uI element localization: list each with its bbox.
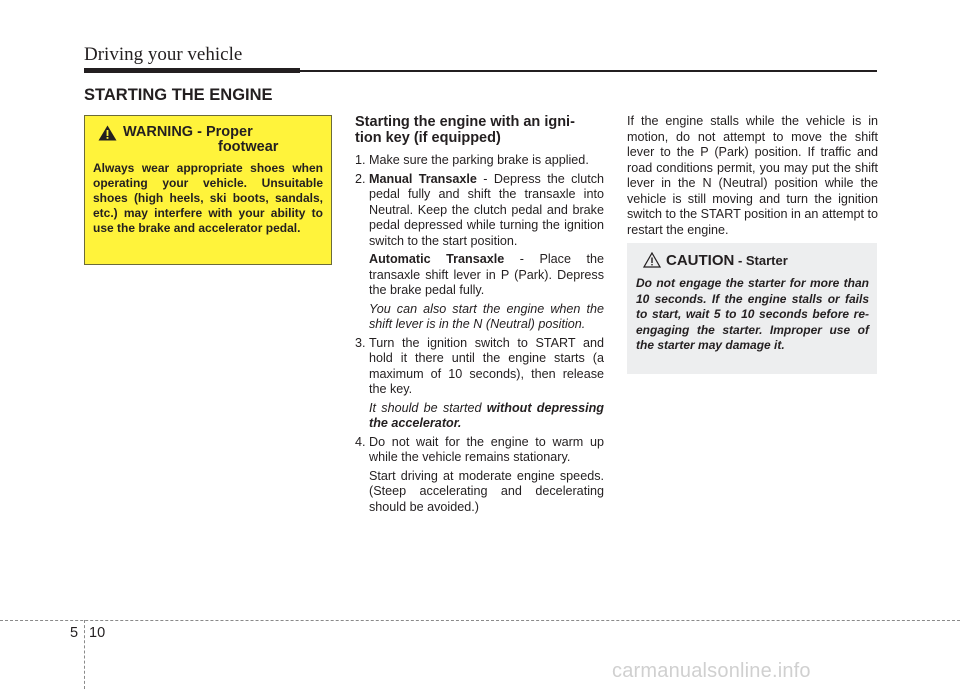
warning-label: WARNING <box>123 124 194 140</box>
page-number-value: 10 <box>89 625 106 641</box>
warning-body: Always wear appropriate shoes when operating your vehicle. Unsuitable shoes (high heels, ski boots, sandals, etc.) may interfere with your ability to use the brake and accelerator pedal. <box>93 161 323 235</box>
step-number: 4. <box>355 434 366 449</box>
subheading-line1: Starting the engine with an igni- <box>355 114 575 130</box>
step-1 <box>355 153 604 169</box>
caution-triangle-icon <box>643 252 661 268</box>
warning-heading <box>93 125 323 155</box>
header-rule-thin <box>300 70 877 72</box>
automatic-lead: Automatic Transaxle <box>369 252 505 266</box>
engine-stall-paragraph: If the engine stalls while the vehicle is in motion, do not attempt to move the shift lever to the P (Park) position. If traffic and road conditions permit, you may put the shift lever in the N (Neutral) position while the vehicle is still moving and turn the ignition switch to the START position in an attempt to restart the engine. <box>627 114 878 237</box>
chapter-title: Driving your vehicle <box>84 44 243 65</box>
chapter-number: 5 <box>70 625 79 641</box>
header-rule-thick <box>84 68 300 73</box>
warning-title-line1: - Proper <box>193 124 253 140</box>
step-text: Turn the ignition switch to START and hold it there until the engine starts (a maximum of 10 seconds), then release the key. <box>369 335 604 396</box>
step-lead: Manual Transaxle <box>369 171 477 186</box>
caution-label: CAUTION <box>666 252 735 269</box>
subheading <box>355 114 604 146</box>
step-text: Make sure the parking brake is applied. <box>369 153 589 167</box>
section-title: STARTING THE ENGINE <box>84 86 273 104</box>
step3-note-plain: It should be started <box>369 400 487 415</box>
step-number: 1. <box>355 153 366 167</box>
step3-note <box>369 401 604 432</box>
step-4 <box>355 435 604 466</box>
warning-title-line2: footwear <box>218 139 279 155</box>
watermark: carmanualsonline.info <box>612 660 811 682</box>
footer-rule <box>0 620 960 621</box>
automatic-transaxle-paragraph <box>369 252 604 299</box>
caution-title: - Starter <box>734 253 788 268</box>
warning-box <box>84 115 332 265</box>
warning-triangle-icon <box>98 125 117 141</box>
caution-box <box>627 243 877 374</box>
footer-divider <box>84 620 85 689</box>
subheading-line2: tion key (if equipped) <box>355 130 501 146</box>
step-number: 3. <box>355 335 366 350</box>
automatic-text: - Place the transaxle shift lever in P (Park). Depress the brake pedal fully. <box>369 252 605 297</box>
step4-paragraph: Start driving at moderate engine speeds. (Steep accelerating and decelerating should be avoided.) <box>369 468 604 514</box>
step3-note-bold: without depressing the accelerator. <box>369 400 604 430</box>
step-3 <box>355 336 604 398</box>
step-text: Do not wait for the engine to warm up while the vehicle remains stationary. <box>369 434 604 464</box>
neutral-note: You can also start the engine when the shift lever is in the N (Neutral) position. <box>369 301 604 331</box>
step-2 <box>355 172 604 250</box>
main-column <box>355 114 604 518</box>
caution-body: Do not engage the starter for more than 10 seconds. If the engine stalls or fails to start, wait 5 to 10 seconds before re-engaging the starter. Improper use of the starter may damage it. <box>636 276 869 352</box>
step-text: - Depress the clutch pedal fully and shift the transaxle into Neutral. Keep the clutch pedal and brake pedal depressed while turning the ignition switch to the start position. <box>369 171 604 248</box>
caution-heading <box>636 253 869 269</box>
step-number: 2. <box>355 171 366 186</box>
